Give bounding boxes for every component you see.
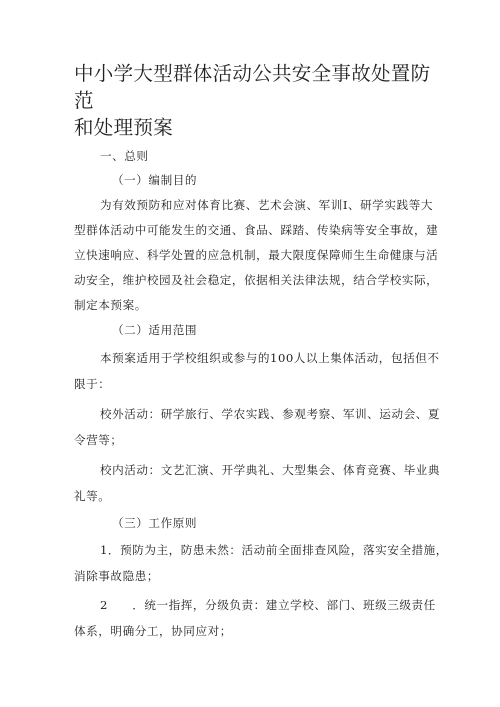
document-title <box>74 60 434 141</box>
paragraph-line: 立快速响应、科学处置的应急机制，最大限度保障师生生命健康与活 <box>74 248 439 262</box>
paragraph-line: 限于： <box>74 377 111 391</box>
title-line-1: 中小学大型群体活动公共安全事故处置防范 <box>74 62 431 112</box>
subheading-principles: （三）工作原则 <box>112 516 198 530</box>
paragraph-line: 为有效预防和应对体育比赛、艺术会演、军训I、研学实践等大 <box>100 198 434 212</box>
paragraph-line: 型群体活动中可能发生的交通、食品、踩踏、传染病等安全事故，建 <box>74 223 439 237</box>
title-line-2: 和处理预案 <box>74 116 174 139</box>
paragraph-line: 2 ．统一指挥，分级负责：建立学校、部门、班级三级责任 <box>100 598 436 612</box>
paragraph-line: 动安全，维护校园及社会稳定，依据相关法律法规，结合学校实际， <box>74 273 439 287</box>
paragraph-line: 制定本预案。 <box>74 298 147 312</box>
paragraph-line: 1．预防为主，防患未然：活动前全面排查风险，落实安全措施， <box>100 543 448 557</box>
section-heading-general: 一、总则 <box>100 149 149 163</box>
paragraph-line: 校外活动：研学旅行、学农实践、参观考察、军训、运动会、夏 <box>100 407 441 421</box>
subheading-scope: （二）适用范围 <box>112 323 198 337</box>
subheading-purpose: （一）编制目的 <box>112 173 198 187</box>
paragraph-line: 令营等； <box>74 433 123 447</box>
paragraph-line: 礼等。 <box>74 489 111 503</box>
paragraph-line: 体系，明确分工，协同应对； <box>74 624 232 638</box>
paragraph-line: 校内活动：文艺汇演、开学典礼、大型集会、体育竞赛、毕业典 <box>100 463 441 477</box>
paragraph-line: 本预案适用于学校组织或参与的100人以上集体活动，包括但不 <box>100 351 440 365</box>
paragraph-line: 消除事故隐患； <box>74 569 160 583</box>
